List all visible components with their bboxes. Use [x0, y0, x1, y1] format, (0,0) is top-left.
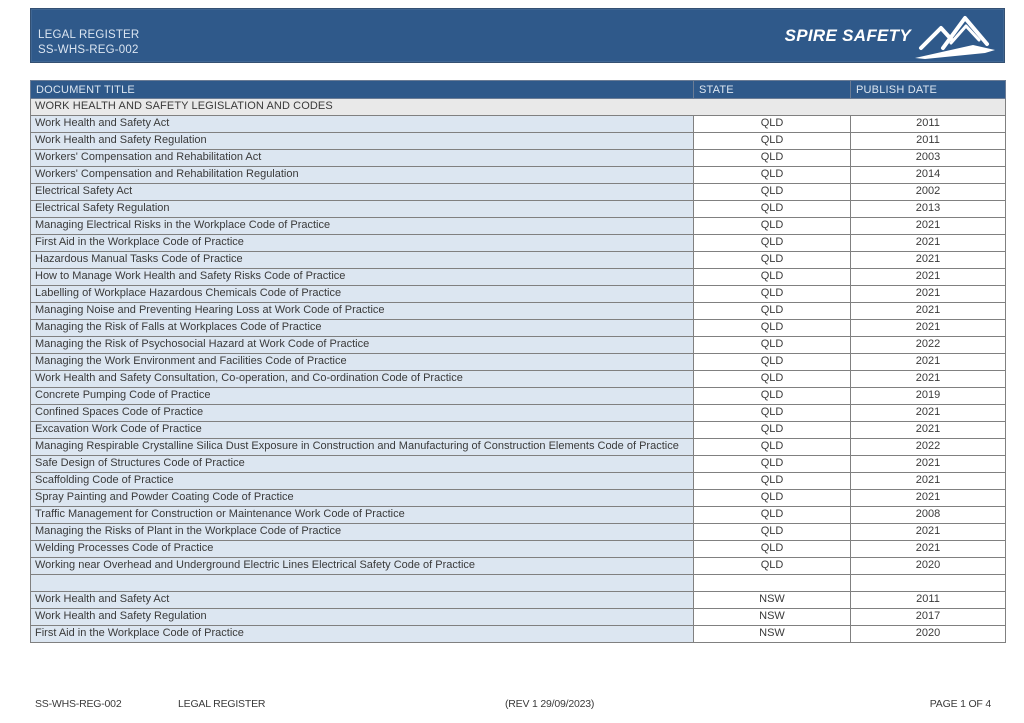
cell-document-title: Electrical Safety Act [31, 184, 694, 201]
cell-publish-date: 2022 [851, 337, 1006, 354]
table-row [31, 252, 1006, 269]
cell-state: QLD [694, 456, 851, 473]
cell-publish-date: 2008 [851, 507, 1006, 524]
cell-publish-date: 2017 [851, 609, 1006, 626]
cell-state: QLD [694, 371, 851, 388]
cell-publish-date: 2021 [851, 303, 1006, 320]
cell-publish-date: 2021 [851, 456, 1006, 473]
document-title: LEGAL REGISTER [38, 29, 140, 41]
cell-publish-date: 2020 [851, 626, 1006, 643]
cell-state: QLD [694, 388, 851, 405]
cell-publish-date: 2021 [851, 405, 1006, 422]
section-header-row [31, 99, 1006, 116]
cell-publish-date: 2021 [851, 422, 1006, 439]
table-row [31, 320, 1006, 337]
cell-publish-date [851, 575, 1006, 592]
column-header-state: STATE [694, 81, 851, 99]
cell-document-title: Work Health and Safety Act [31, 592, 694, 609]
cell-publish-date: 2021 [851, 371, 1006, 388]
cell-state: QLD [694, 218, 851, 235]
cell-publish-date: 2019 [851, 388, 1006, 405]
cell-document-title: Work Health and Safety Regulation [31, 133, 694, 150]
cell-document-title: First Aid in the Workplace Code of Practice [31, 626, 694, 643]
cell-document-title: Electrical Safety Regulation [31, 201, 694, 218]
cell-document-title: Hazardous Manual Tasks Code of Practice [31, 252, 694, 269]
table-row [31, 439, 1006, 456]
table-row [31, 388, 1006, 405]
cell-document-title: Work Health and Safety Consultation, Co-operation, and Co-ordination Code of Practice [31, 371, 694, 388]
cell-state: NSW [694, 609, 851, 626]
document-id: SS-WHS-REG-002 [38, 44, 139, 56]
cell-document-title: Concrete Pumping Code of Practice [31, 388, 694, 405]
cell-document-title: Spray Painting and Powder Coating Code of Practice [31, 490, 694, 507]
cell-publish-date: 2021 [851, 269, 1006, 286]
table-header-row [31, 81, 1006, 99]
cell-state: QLD [694, 422, 851, 439]
cell-document-title: Work Health and Safety Act [31, 116, 694, 133]
cell-state: QLD [694, 405, 851, 422]
column-header-publish-date: PUBLISH DATE [851, 81, 1006, 99]
cell-document-title: Managing Respirable Crystalline Silica Dust Exposure in Construction and Manufacturing of Construction Elements Code of Practice [31, 439, 694, 456]
table-row [31, 558, 1006, 575]
table-row [31, 371, 1006, 388]
table-row [31, 286, 1006, 303]
table-row [31, 592, 1006, 609]
table-row [31, 133, 1006, 150]
cell-publish-date: 2021 [851, 235, 1006, 252]
cell-state: QLD [694, 201, 851, 218]
table-row [31, 235, 1006, 252]
cell-state: QLD [694, 235, 851, 252]
table-row [31, 201, 1006, 218]
cell-state: QLD [694, 490, 851, 507]
cell-state: QLD [694, 286, 851, 303]
cell-publish-date: 2011 [851, 133, 1006, 150]
table-row [31, 524, 1006, 541]
cell-document-title: Managing Electrical Risks in the Workplace Code of Practice [31, 218, 694, 235]
section-title: WORK HEALTH AND SAFETY LEGISLATION AND CODES [31, 99, 1006, 116]
table-row [31, 422, 1006, 439]
cell-publish-date: 2021 [851, 473, 1006, 490]
page-footer [30, 696, 1005, 714]
cell-publish-date: 2021 [851, 320, 1006, 337]
cell-document-title: First Aid in the Workplace Code of Practice [31, 235, 694, 252]
cell-publish-date: 2021 [851, 541, 1006, 558]
cell-state: QLD [694, 269, 851, 286]
cell-state: QLD [694, 116, 851, 133]
company-logo [785, 8, 1005, 63]
cell-document-title: Managing the Risk of Psychosocial Hazard at Work Code of Practice [31, 337, 694, 354]
cell-publish-date: 2021 [851, 286, 1006, 303]
cell-document-title [31, 575, 694, 592]
cell-document-title: Managing the Risks of Plant in the Workplace Code of Practice [31, 524, 694, 541]
cell-document-title: Managing the Work Environment and Facilities Code of Practice [31, 354, 694, 371]
cell-state: QLD [694, 524, 851, 541]
cell-state: QLD [694, 337, 851, 354]
table-row [31, 354, 1006, 371]
table-row [31, 150, 1006, 167]
cell-document-title: Welding Processes Code of Practice [31, 541, 694, 558]
cell-document-title: Labelling of Workplace Hazardous Chemicals Code of Practice [31, 286, 694, 303]
cell-state: QLD [694, 167, 851, 184]
table-row [31, 473, 1006, 490]
cell-state: QLD [694, 439, 851, 456]
table-row [31, 269, 1006, 286]
cell-document-title: Safe Design of Structures Code of Practice [31, 456, 694, 473]
table-row [31, 167, 1006, 184]
cell-document-title: Confined Spaces Code of Practice [31, 405, 694, 422]
cell-state: QLD [694, 558, 851, 575]
cell-document-title: Working near Overhead and Underground Electric Lines Electrical Safety Code of Practice [31, 558, 694, 575]
logo-text: SPIRE SAFETY [784, 25, 911, 45]
table-row [31, 541, 1006, 558]
table-row [31, 609, 1006, 626]
cell-publish-date: 2022 [851, 439, 1006, 456]
table-row [31, 184, 1006, 201]
cell-publish-date: 2014 [851, 167, 1006, 184]
cell-state: QLD [694, 133, 851, 150]
table-row [31, 456, 1006, 473]
cell-document-title: How to Manage Work Health and Safety Risks Code of Practice [31, 269, 694, 286]
cell-document-title: Managing Noise and Preventing Hearing Loss at Work Code of Practice [31, 303, 694, 320]
table-row [31, 507, 1006, 524]
cell-document-title: Traffic Management for Construction or Maintenance Work Code of Practice [31, 507, 694, 524]
cell-state: QLD [694, 184, 851, 201]
footer-revision: (REV 1 29/09/2023) [505, 698, 595, 710]
cell-state: QLD [694, 473, 851, 490]
document-header-bar [30, 8, 1005, 63]
cell-state: NSW [694, 626, 851, 643]
cell-publish-date: 2002 [851, 184, 1006, 201]
cell-document-title: Workers' Compensation and Rehabilitation Regulation [31, 167, 694, 184]
cell-state: QLD [694, 320, 851, 337]
cell-publish-date: 2003 [851, 150, 1006, 167]
cell-document-title: Scaffolding Code of Practice [31, 473, 694, 490]
footer-page-number: PAGE 1 OF 4 [929, 698, 991, 710]
cell-document-title: Workers' Compensation and Rehabilitation Act [31, 150, 694, 167]
cell-document-title: Excavation Work Code of Practice [31, 422, 694, 439]
cell-state: QLD [694, 150, 851, 167]
cell-publish-date: 2021 [851, 524, 1006, 541]
table-row [31, 490, 1006, 507]
cell-state: QLD [694, 303, 851, 320]
legal-register-table [30, 80, 1006, 643]
cell-state [694, 575, 851, 592]
cell-publish-date: 2021 [851, 252, 1006, 269]
cell-publish-date: 2021 [851, 218, 1006, 235]
table-row [31, 116, 1006, 133]
footer-doc-name: LEGAL REGISTER [178, 698, 266, 710]
cell-publish-date: 2021 [851, 354, 1006, 371]
table-row [31, 575, 1006, 592]
table-row [31, 405, 1006, 422]
cell-publish-date: 2013 [851, 201, 1006, 218]
table-row [31, 337, 1006, 354]
cell-publish-date: 2011 [851, 592, 1006, 609]
cell-publish-date: 2011 [851, 116, 1006, 133]
mountains-icon [915, 12, 997, 60]
cell-document-title: Work Health and Safety Regulation [31, 609, 694, 626]
cell-state: QLD [694, 507, 851, 524]
cell-state: NSW [694, 592, 851, 609]
cell-state: QLD [694, 354, 851, 371]
cell-state: QLD [694, 252, 851, 269]
cell-document-title: Managing the Risk of Falls at Workplaces Code of Practice [31, 320, 694, 337]
cell-state: QLD [694, 541, 851, 558]
column-header-document-title: DOCUMENT TITLE [31, 81, 694, 99]
table-row [31, 626, 1006, 643]
table-row [31, 303, 1006, 320]
cell-publish-date: 2020 [851, 558, 1006, 575]
document-header-text [30, 28, 139, 63]
cell-publish-date: 2021 [851, 490, 1006, 507]
footer-doc-id: SS-WHS-REG-002 [35, 698, 122, 710]
table-row [31, 218, 1006, 235]
